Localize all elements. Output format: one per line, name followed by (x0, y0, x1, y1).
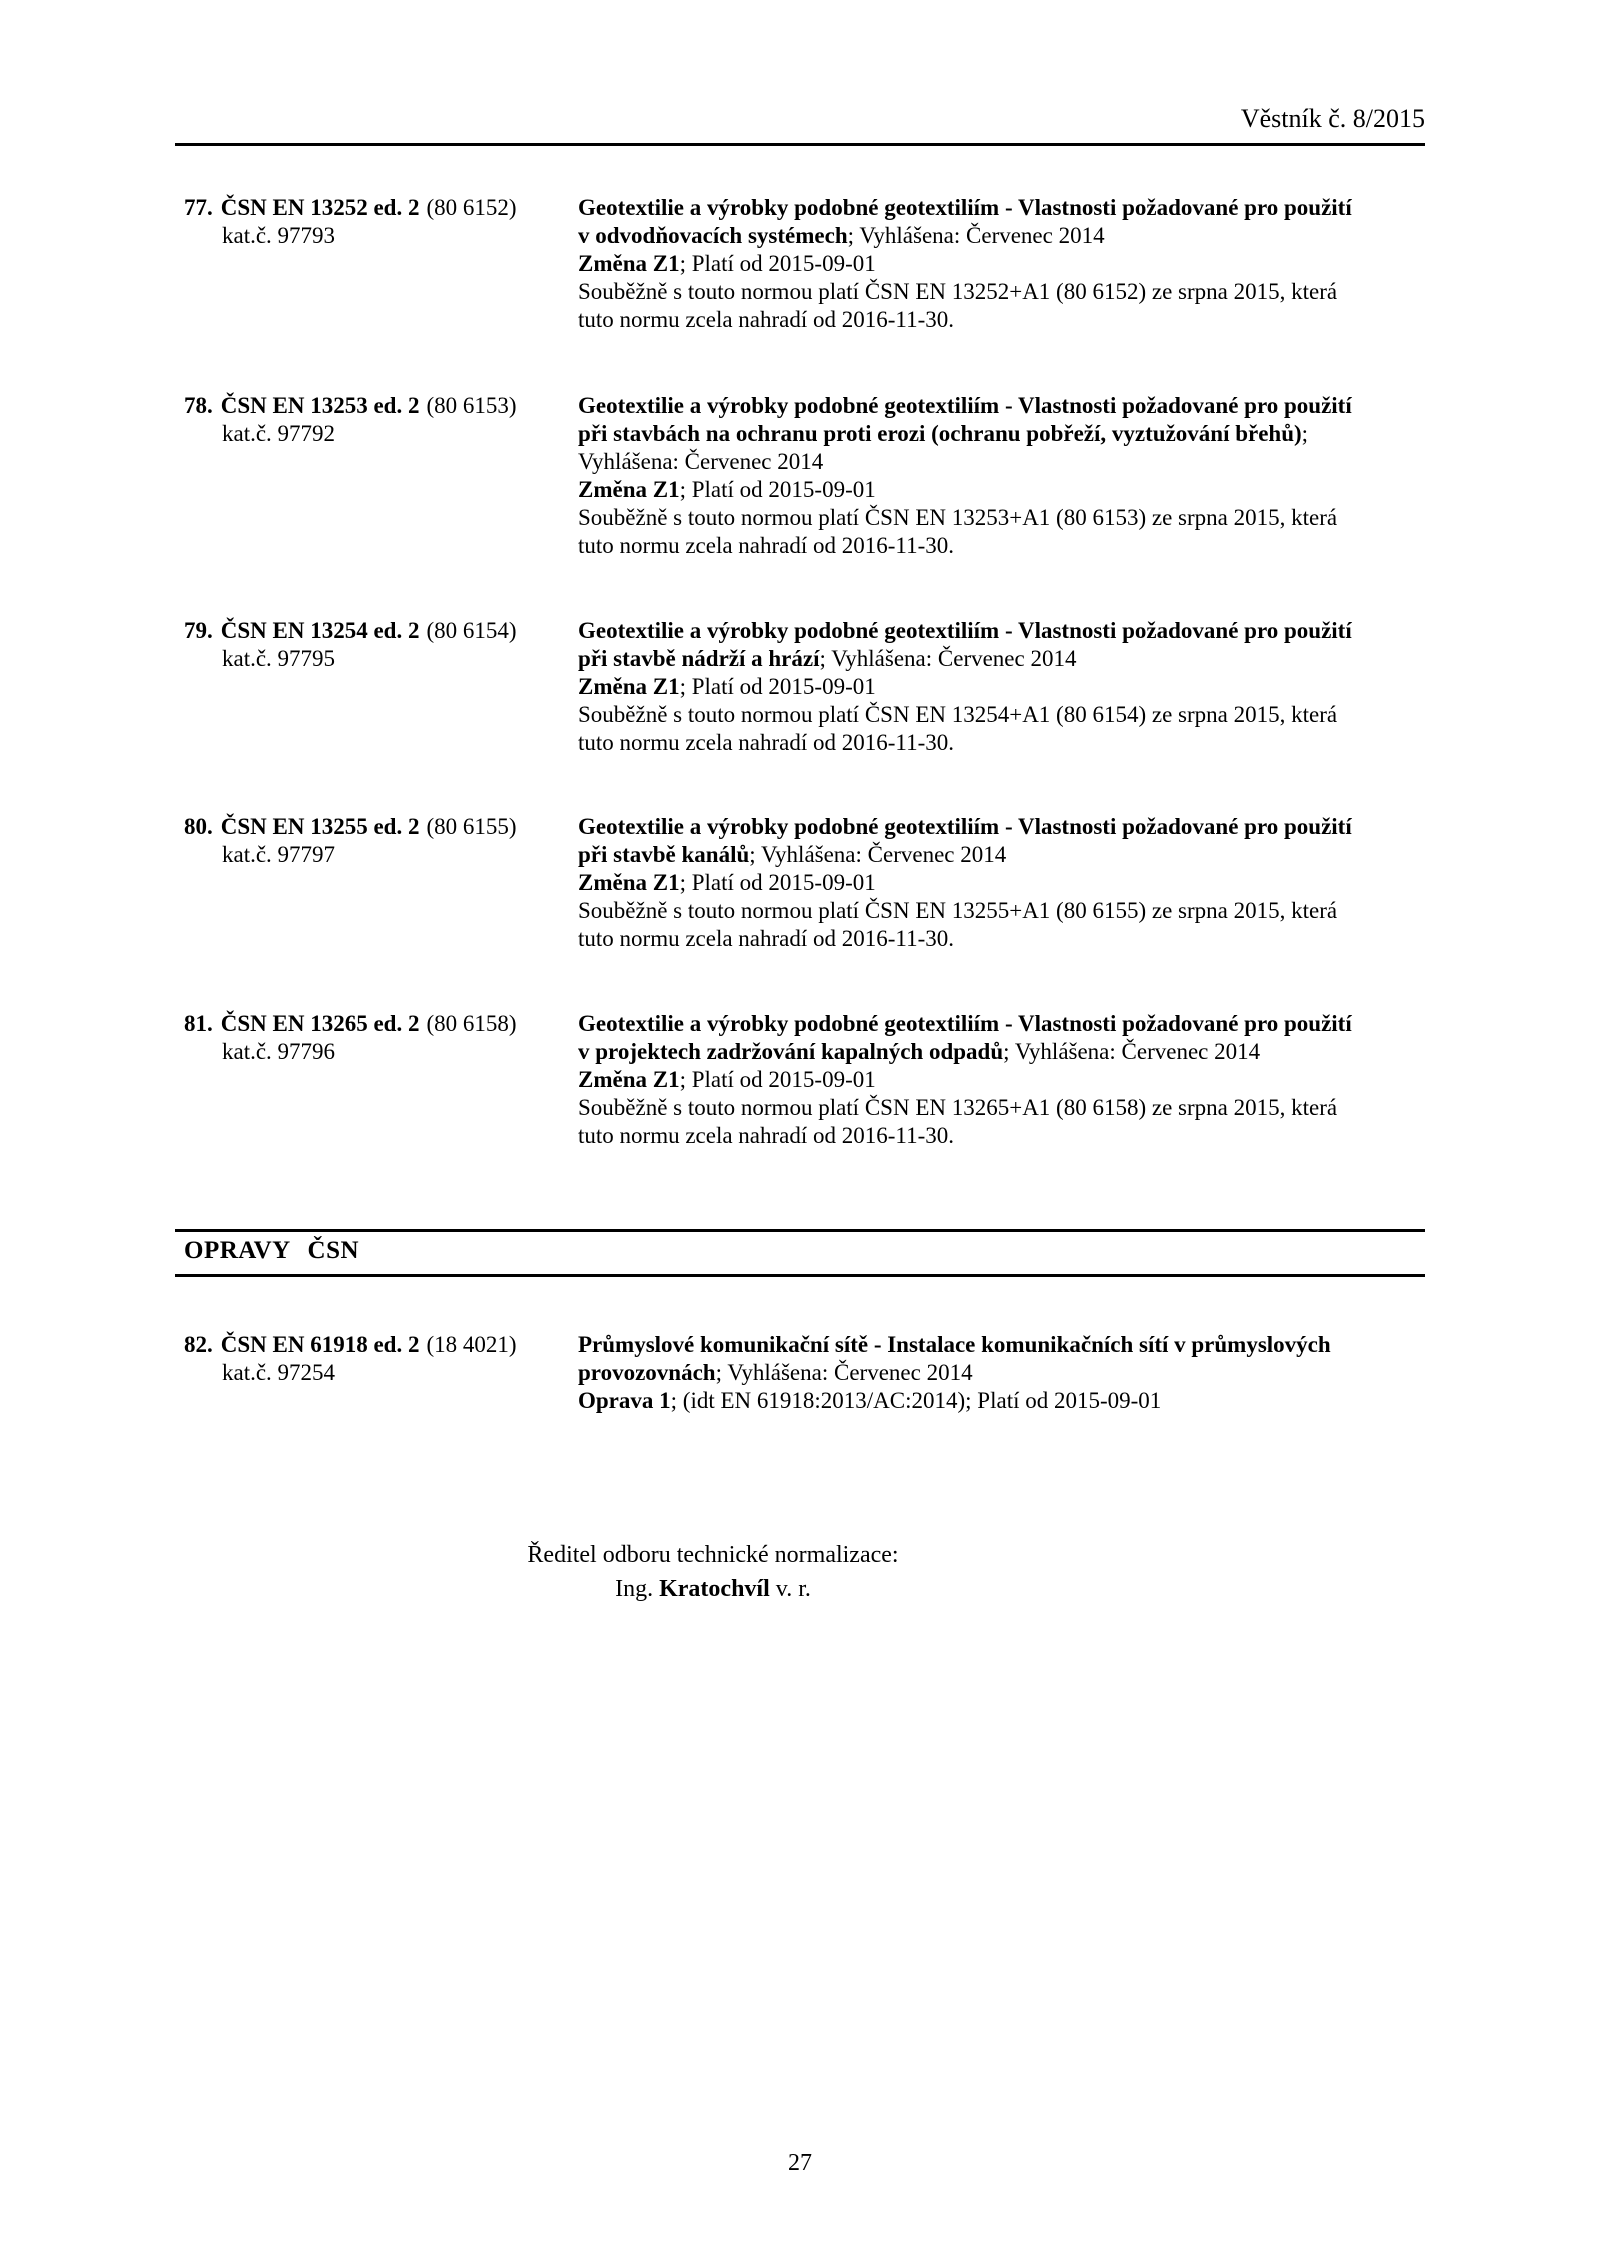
entry-number: 82. (184, 1332, 213, 1357)
entry-81-details (578, 1010, 1425, 1150)
page-number: 27 (788, 2150, 812, 2176)
detail-line: tuto normu zcela nahradí od 2016-11-30. (578, 307, 954, 332)
entry-80-designation (175, 813, 578, 869)
entry-81-designation (175, 1010, 578, 1066)
standard-designation: ČSN EN 13253 ed. 2 (220, 393, 420, 418)
entry-number: 81. (184, 1011, 213, 1036)
class-code: (18 4021) (426, 1332, 517, 1357)
detail-line: při stavbě nádrží a hrází; Vyhlášena: Červenec 2014 (578, 646, 1077, 671)
standard-designation: ČSN EN 61918 ed. 2 (220, 1332, 420, 1357)
catalog-number: kat.č. 97793 (222, 223, 336, 248)
detail-line: Souběžně s touto normou platí ČSN EN 13254+A1 (80 6154) ze srpna 2015, která (578, 702, 1338, 727)
entry-77-designation (175, 194, 578, 250)
detail-line: Změna Z1; Platí od 2015-09-01 (578, 674, 876, 699)
entry-number: 78. (184, 393, 213, 418)
entry-80 (175, 813, 1425, 953)
standard-designation: ČSN EN 13255 ed. 2 (220, 814, 420, 839)
entry-82-designation (175, 1331, 578, 1387)
entry-number: 80. (184, 814, 213, 839)
entry-number: 77. (184, 195, 213, 220)
entry-78-head (184, 392, 578, 420)
entry-79-head (184, 617, 578, 645)
entry-82 (175, 1331, 1425, 1415)
detail-line: Geotextilie a výrobky podobné geotextiliím - Vlastnosti požadované pro použití (578, 814, 1352, 839)
detail-line: při stavbě kanálů; Vyhlášena: Červenec 2014 (578, 842, 1007, 867)
detail-line: tuto normu zcela nahradí od 2016-11-30. (578, 926, 954, 951)
detail-line: Změna Z1; Platí od 2015-09-01 (578, 870, 876, 895)
detail-line: Průmyslové komunikační sítě - Instalace komunikačních sítí v průmyslových (578, 1332, 1331, 1357)
detail-line: Souběžně s touto normou platí ČSN EN 13255+A1 (80 6155) ze srpna 2015, která (578, 898, 1338, 923)
standard-designation: ČSN EN 13265 ed. 2 (220, 1011, 420, 1036)
class-code: (80 6154) (426, 618, 517, 643)
detail-line: Souběžně s touto normou platí ČSN EN 13252+A1 (80 6152) ze srpna 2015, která (578, 279, 1338, 304)
detail-line: Souběžně s touto normou platí ČSN EN 13265+A1 (80 6158) ze srpna 2015, která (578, 1095, 1338, 1120)
opravy-rule-bottom (175, 1274, 1425, 1277)
detail-line: provozovnách; Vyhlášena: Červenec 2014 (578, 1360, 973, 1385)
detail-line: tuto normu zcela nahradí od 2016-11-30. (578, 1123, 954, 1148)
detail-line: v projektech zadržování kapalných odpadů; Vyhlášena: Červenec 2014 (578, 1039, 1261, 1064)
detail-line: Oprava 1; (idt EN 61918:2013/AC:2014); Platí od 2015-09-01 (578, 1388, 1162, 1413)
detail-line: Změna Z1; Platí od 2015-09-01 (578, 251, 876, 276)
entry-77-head (184, 194, 578, 222)
entry-77 (175, 194, 1425, 334)
detail-line: Geotextilie a výrobky podobné geotextiliím - Vlastnosti požadované pro použití (578, 393, 1352, 418)
detail-line: Změna Z1; Platí od 2015-09-01 (578, 477, 876, 502)
detail-line: v odvodňovacích systémech; Vyhlášena: Červenec 2014 (578, 223, 1105, 248)
catalog-number: kat.č. 97254 (222, 1360, 336, 1385)
class-code: (80 6153) (426, 393, 517, 418)
entry-82-head (184, 1331, 578, 1359)
detail-line: tuto normu zcela nahradí od 2016-11-30. (578, 730, 954, 755)
catalog-number: kat.č. 97797 (222, 842, 336, 867)
signature-block (175, 1538, 1251, 1606)
detail-line: tuto normu zcela nahradí od 2016-11-30. (578, 533, 954, 558)
entry-78-designation (175, 392, 578, 448)
entry-82-details (578, 1331, 1425, 1415)
detail-line: Vyhlášena: Červenec 2014 (578, 449, 824, 474)
opravy-rule-top (175, 1229, 1425, 1232)
entry-80-details (578, 813, 1425, 953)
detail-line: Změna Z1; Platí od 2015-09-01 (578, 1067, 876, 1092)
opravy-section-heading: OPRAVY ČSN (184, 1237, 360, 1264)
detail-line: při stavbách na ochranu proti erozi (ochranu pobřeží, vyztužování břehů); (578, 421, 1309, 446)
class-code: (80 6152) (426, 195, 517, 220)
header-rule (175, 143, 1425, 146)
detail-line: Geotextilie a výrobky podobné geotextiliím - Vlastnosti požadované pro použití (578, 618, 1352, 643)
standard-designation: ČSN EN 13252 ed. 2 (220, 195, 420, 220)
entry-78 (175, 392, 1425, 560)
entry-80-head (184, 813, 578, 841)
class-code: (80 6155) (426, 814, 517, 839)
director-role-line: Ředitel odboru technické normalizace: (527, 1542, 899, 1568)
catalog-number: kat.č. 97792 (222, 421, 336, 446)
catalog-number: kat.č. 97795 (222, 646, 336, 671)
standard-designation: ČSN EN 13254 ed. 2 (220, 618, 420, 643)
entry-77-details (578, 194, 1425, 334)
entry-79-details (578, 617, 1425, 757)
signer-name: Kratochvíl (659, 1576, 770, 1602)
entry-78-details (578, 392, 1425, 560)
detail-line: Geotextilie a výrobky podobné geotextiliím - Vlastnosti požadované pro použití (578, 1011, 1352, 1036)
entry-81-head (184, 1010, 578, 1038)
entry-number: 79. (184, 618, 213, 643)
class-code: (80 6158) (426, 1011, 517, 1036)
catalog-number: kat.č. 97796 (222, 1039, 336, 1064)
entry-79-designation (175, 617, 578, 673)
entry-81 (175, 1010, 1425, 1150)
signer-line: Ing. Kratochvíl v. r. (615, 1576, 811, 1602)
detail-line: Souběžně s touto normou platí ČSN EN 13253+A1 (80 6153) ze srpna 2015, která (578, 505, 1338, 530)
entry-79 (175, 617, 1425, 757)
detail-line: Geotextilie a výrobky podobné geotextiliím - Vlastnosti požadované pro použití (578, 195, 1352, 220)
bulletin-title: Věstník č. 8/2015 (1240, 104, 1425, 133)
